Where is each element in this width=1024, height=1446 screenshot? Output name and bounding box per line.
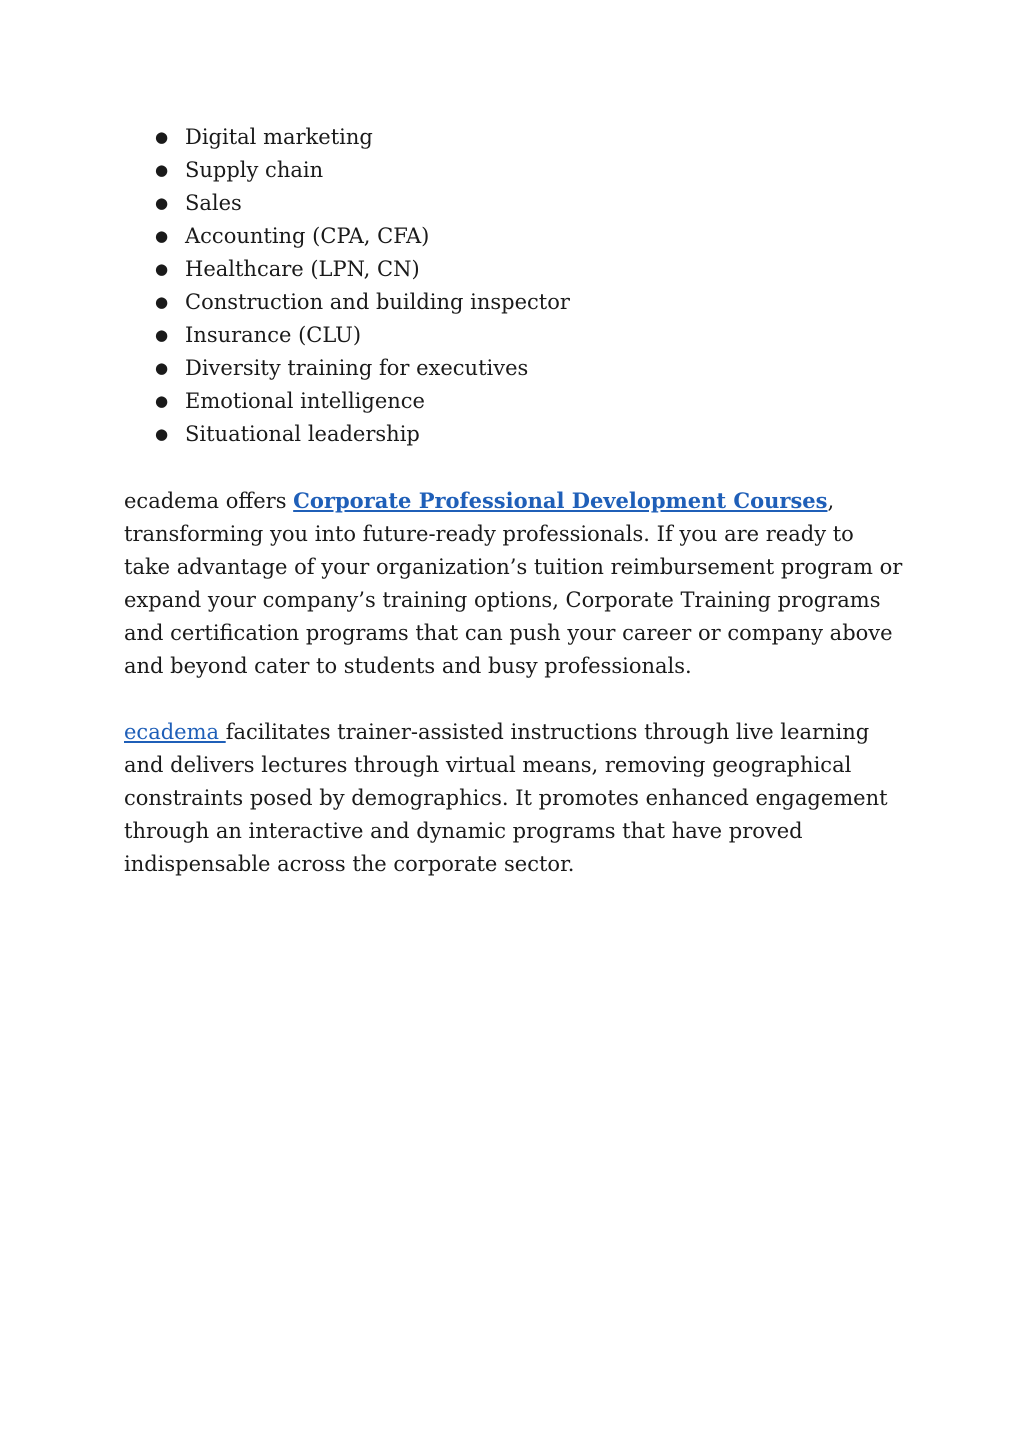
bullet-icon: ● — [155, 293, 169, 311]
list-item-text: Construction and building inspector — [185, 290, 570, 314]
list-item-text: Digital marketing — [185, 125, 373, 149]
list-item-text: Healthcare (LPN, CN) — [185, 257, 420, 281]
bullet-list — [124, 121, 904, 451]
paragraph-lead-text: ecadema offers — [124, 489, 294, 513]
list-item-text: Sales — [185, 191, 242, 215]
list-item — [124, 286, 904, 319]
list-item-text: Accounting (CPA, CFA) — [185, 224, 430, 248]
bullet-icon: ● — [155, 425, 169, 443]
list-item — [124, 352, 904, 385]
list-item — [124, 385, 904, 418]
list-item-text: Supply chain — [185, 158, 324, 182]
bullet-icon: ● — [155, 128, 169, 146]
list-item — [124, 154, 904, 187]
list-item-text: Insurance (CLU) — [185, 323, 362, 347]
ecadema-link[interactable]: ecadema — [124, 720, 226, 744]
paragraph-ecadema-facilitates — [124, 716, 904, 881]
list-item-text: Emotional intelligence — [185, 389, 425, 413]
list-item-text: Situational leadership — [185, 422, 420, 446]
bullet-icon: ● — [155, 392, 169, 410]
paragraph-corporate-courses — [124, 484, 904, 683]
list-item — [124, 121, 904, 154]
bullet-icon: ● — [155, 161, 169, 179]
bullet-icon: ● — [155, 326, 169, 344]
bullet-icon: ● — [155, 194, 169, 212]
bullet-icon: ● — [155, 227, 169, 245]
list-item — [124, 187, 904, 220]
bullet-icon: ● — [155, 359, 169, 377]
list-item — [124, 253, 904, 286]
list-item — [124, 319, 904, 352]
list-item — [124, 418, 904, 451]
corporate-courses-link[interactable]: Corporate Professional Development Courses — [293, 488, 828, 513]
paragraph-body-text: facilitates trainer-assisted instructions through live learning and delivers lectures through virtual means, removing geographical constraints posed by demographics. It promotes enhanced engagement through an interactive and dynamic programs that have proved indispensable across the corporate sector. — [124, 720, 888, 876]
paragraph-body-text: , transforming you into future-ready professionals. If you are ready to take advantage of your organization’s tuition reimbursement program or expand your company’s training options, Corporate Training programs and certification programs that can push your career or company above and beyond cater to students and busy professionals. — [124, 489, 903, 678]
bullet-icon: ● — [155, 260, 169, 278]
list-item-text: Diversity training for executives — [185, 356, 529, 380]
list-item — [124, 220, 904, 253]
document-body — [124, 121, 904, 881]
